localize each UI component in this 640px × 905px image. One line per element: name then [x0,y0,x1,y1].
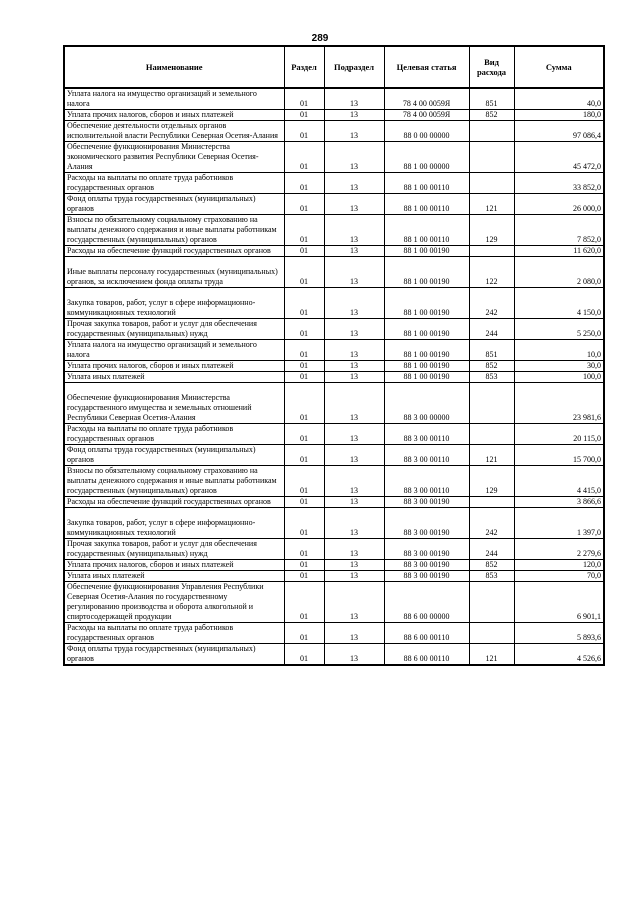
cell-name: Обеспечение функционирования Министерства государственного имущества и земельных отношений Республики Северная Осетия-Алания [64,383,284,424]
cell-section: 01 [284,623,324,644]
cell-name: Обеспечение функционирования Министерства экономического развития Республики Северная Осетия-Алания [64,142,284,173]
cell-target: 88 3 00 00190 [384,539,469,560]
table-row [64,121,604,142]
cell-sum: 3 866,6 [514,497,604,508]
cell-kind [469,173,514,194]
cell-name: Уплата прочих налогов, сборов и иных платежей [64,361,284,372]
cell-sum: 11 620,0 [514,246,604,257]
cell-name: Уплата налога на имущество организаций и земельного налога [64,340,284,361]
cell-kind: 852 [469,361,514,372]
cell-name: Фонд оплаты труда государственных (муниципальных) органов [64,194,284,215]
cell-kind: 853 [469,571,514,582]
cell-kind: 242 [469,288,514,319]
cell-sum: 7 852,0 [514,215,604,246]
cell-subsection: 13 [324,88,384,110]
cell-target: 88 1 00 00110 [384,173,469,194]
cell-subsection: 13 [324,560,384,571]
table-row [64,539,604,560]
cell-subsection: 13 [324,571,384,582]
cell-kind [469,246,514,257]
cell-subsection: 13 [324,361,384,372]
cell-sum: 4 150,0 [514,288,604,319]
table-row [64,173,604,194]
cell-kind: 242 [469,508,514,539]
cell-section: 01 [284,466,324,497]
table-row [64,110,604,121]
cell-target: 88 1 00 00190 [384,372,469,383]
cell-target: 88 3 00 00110 [384,466,469,497]
cell-target: 88 1 00 00190 [384,361,469,372]
cell-subsection: 13 [324,194,384,215]
cell-sum: 4 415,0 [514,466,604,497]
cell-name: Закупка товаров, работ, услуг в сфере информационно-коммуникационных технологий [64,508,284,539]
table-row [64,257,604,288]
cell-kind [469,121,514,142]
table-row [64,466,604,497]
cell-sum: 6 901,1 [514,582,604,623]
cell-target: 88 1 00 00110 [384,215,469,246]
table-body [64,88,604,665]
cell-section: 01 [284,508,324,539]
cell-sum: 2 279,6 [514,539,604,560]
cell-subsection: 13 [324,445,384,466]
cell-subsection: 13 [324,257,384,288]
cell-sum: 2 080,0 [514,257,604,288]
cell-subsection: 13 [324,383,384,424]
table-row [64,497,604,508]
header-kind: Вид расхода [469,46,514,88]
cell-subsection: 13 [324,288,384,319]
cell-section: 01 [284,246,324,257]
cell-section: 01 [284,173,324,194]
table-row [64,571,604,582]
cell-sum: 1 397,0 [514,508,604,539]
cell-name: Прочая закупка товаров, работ и услуг для обеспечения государственных (муниципальных) нужд [64,319,284,340]
cell-kind [469,497,514,508]
cell-section: 01 [284,445,324,466]
table-row [64,215,604,246]
cell-name: Прочая закупка товаров, работ и услуг для обеспечения государственных (муниципальных) нужд [64,539,284,560]
cell-name: Закупка товаров, работ, услуг в сфере информационно-коммуникационных технологий [64,288,284,319]
table-row [64,288,604,319]
cell-kind: 851 [469,340,514,361]
cell-sum: 180,0 [514,110,604,121]
cell-subsection: 13 [324,215,384,246]
cell-kind: 129 [469,215,514,246]
cell-kind [469,424,514,445]
cell-target: 88 3 00 00110 [384,424,469,445]
cell-section: 01 [284,121,324,142]
cell-section: 01 [284,644,324,666]
cell-subsection: 13 [324,539,384,560]
cell-name: Взносы по обязательному социальному страхованию на выплаты денежного содержания и иные выплаты работникам государственных (муниципальных) органов [64,215,284,246]
cell-subsection: 13 [324,110,384,121]
cell-target: 88 1 00 00190 [384,319,469,340]
cell-kind [469,623,514,644]
cell-section: 01 [284,361,324,372]
cell-name: Расходы на выплаты по оплате труда работников государственных органов [64,623,284,644]
cell-kind [469,383,514,424]
cell-name: Уплата налога на имущество организаций и земельного налога [64,88,284,110]
header-name: Наименование [64,46,284,88]
cell-subsection: 13 [324,424,384,445]
cell-target: 88 3 00 00000 [384,383,469,424]
cell-section: 01 [284,383,324,424]
table-row [64,88,604,110]
cell-subsection: 13 [324,582,384,623]
cell-sum: 20 115,0 [514,424,604,445]
cell-section: 01 [284,288,324,319]
cell-target: 88 1 00 00110 [384,194,469,215]
cell-sum: 26 000,0 [514,194,604,215]
header-subsection: Подраздел [324,46,384,88]
cell-kind: 121 [469,644,514,666]
cell-subsection: 13 [324,142,384,173]
cell-name: Обеспечение деятельности отдельных органов исполнительной власти Республики Северная Осетия-Алания [64,121,284,142]
cell-sum: 4 526,6 [514,644,604,666]
cell-target: 88 1 00 00190 [384,246,469,257]
cell-sum: 15 700,0 [514,445,604,466]
cell-sum: 5 893,6 [514,623,604,644]
cell-section: 01 [284,497,324,508]
header-section: Раздел [284,46,324,88]
cell-name: Уплата иных платежей [64,372,284,383]
table-row [64,142,604,173]
cell-target: 88 3 00 00190 [384,571,469,582]
cell-target: 88 6 00 00000 [384,582,469,623]
cell-target: 78 4 00 0059Я [384,88,469,110]
cell-subsection: 13 [324,340,384,361]
cell-section: 01 [284,340,324,361]
cell-kind: 121 [469,194,514,215]
cell-name: Расходы на выплаты по оплате труда работников государственных органов [64,424,284,445]
table-row [64,372,604,383]
cell-name: Уплата прочих налогов, сборов и иных платежей [64,560,284,571]
cell-target: 88 6 00 00110 [384,623,469,644]
table-row [64,194,604,215]
table-row [64,623,604,644]
cell-name: Уплата прочих налогов, сборов и иных платежей [64,110,284,121]
table-row [64,644,604,666]
cell-name: Иные выплаты персоналу государственных (муниципальных) органов, за исключением фонда оплаты труда [64,257,284,288]
cell-sum: 33 852,0 [514,173,604,194]
cell-subsection: 13 [324,319,384,340]
table-row [64,445,604,466]
table-row [64,340,604,361]
cell-target: 88 3 00 00190 [384,560,469,571]
cell-target: 88 1 00 00190 [384,340,469,361]
cell-subsection: 13 [324,508,384,539]
cell-kind [469,142,514,173]
cell-sum: 5 250,0 [514,319,604,340]
cell-section: 01 [284,88,324,110]
cell-target: 88 1 00 00190 [384,257,469,288]
cell-target: 88 1 00 00190 [384,288,469,319]
cell-name: Уплата иных платежей [64,571,284,582]
cell-kind: 851 [469,88,514,110]
cell-kind: 122 [469,257,514,288]
cell-sum: 120,0 [514,560,604,571]
cell-section: 01 [284,539,324,560]
cell-name: Фонд оплаты труда государственных (муниципальных) органов [64,445,284,466]
cell-section: 01 [284,560,324,571]
cell-section: 01 [284,142,324,173]
cell-sum: 70,0 [514,571,604,582]
table-row [64,361,604,372]
cell-sum: 23 981,6 [514,383,604,424]
table-row [64,582,604,623]
cell-section: 01 [284,215,324,246]
cell-subsection: 13 [324,372,384,383]
table-row [64,319,604,340]
table-row [64,508,604,539]
table-row [64,424,604,445]
cell-sum: 97 086,4 [514,121,604,142]
cell-section: 01 [284,571,324,582]
cell-subsection: 13 [324,173,384,194]
table-row [64,246,604,257]
cell-name: Взносы по обязательному социальному страхованию на выплаты денежного содержания и иные выплаты работникам государственных (муниципальных) органов [64,466,284,497]
cell-kind: 244 [469,539,514,560]
cell-section: 01 [284,582,324,623]
cell-subsection: 13 [324,466,384,497]
cell-section: 01 [284,257,324,288]
cell-section: 01 [284,110,324,121]
cell-subsection: 13 [324,121,384,142]
cell-section: 01 [284,372,324,383]
cell-kind: 244 [469,319,514,340]
cell-sum: 45 472,0 [514,142,604,173]
cell-sum: 10,0 [514,340,604,361]
cell-section: 01 [284,319,324,340]
cell-target: 88 3 00 00110 [384,445,469,466]
cell-sum: 100,0 [514,372,604,383]
cell-sum: 40,0 [514,88,604,110]
cell-name: Обеспечение функционирования Управления Республики Северная Осетия-Алания по государственному регулированию производства и оборота алкогольной и спиртосодержащей продукции [64,582,284,623]
header-sum: Сумма [514,46,604,88]
cell-section: 01 [284,194,324,215]
cell-target: 88 0 00 00000 [384,121,469,142]
cell-subsection: 13 [324,623,384,644]
cell-kind [469,582,514,623]
cell-kind: 129 [469,466,514,497]
cell-kind: 853 [469,372,514,383]
table-header-row [64,46,604,88]
cell-sum: 30,0 [514,361,604,372]
table-row [64,383,604,424]
cell-name: Расходы на обеспечение функций государственных органов [64,497,284,508]
table-row [64,560,604,571]
cell-subsection: 13 [324,644,384,666]
cell-name: Фонд оплаты труда государственных (муниципальных) органов [64,644,284,666]
cell-name: Расходы на обеспечение функций государственных органов [64,246,284,257]
cell-kind: 852 [469,110,514,121]
cell-target: 78 4 00 0059Я [384,110,469,121]
cell-kind: 852 [469,560,514,571]
cell-target: 88 3 00 00190 [384,508,469,539]
cell-subsection: 13 [324,246,384,257]
page-number: 289 [311,33,329,44]
cell-section: 01 [284,424,324,445]
cell-target: 88 6 00 00110 [384,644,469,666]
cell-subsection: 13 [324,497,384,508]
header-target: Целевая статья [384,46,469,88]
cell-target: 88 1 00 00000 [384,142,469,173]
cell-kind: 121 [469,445,514,466]
cell-name: Расходы на выплаты по оплате труда работников государственных органов [64,173,284,194]
cell-target: 88 3 00 00190 [384,497,469,508]
budget-table [63,45,605,666]
